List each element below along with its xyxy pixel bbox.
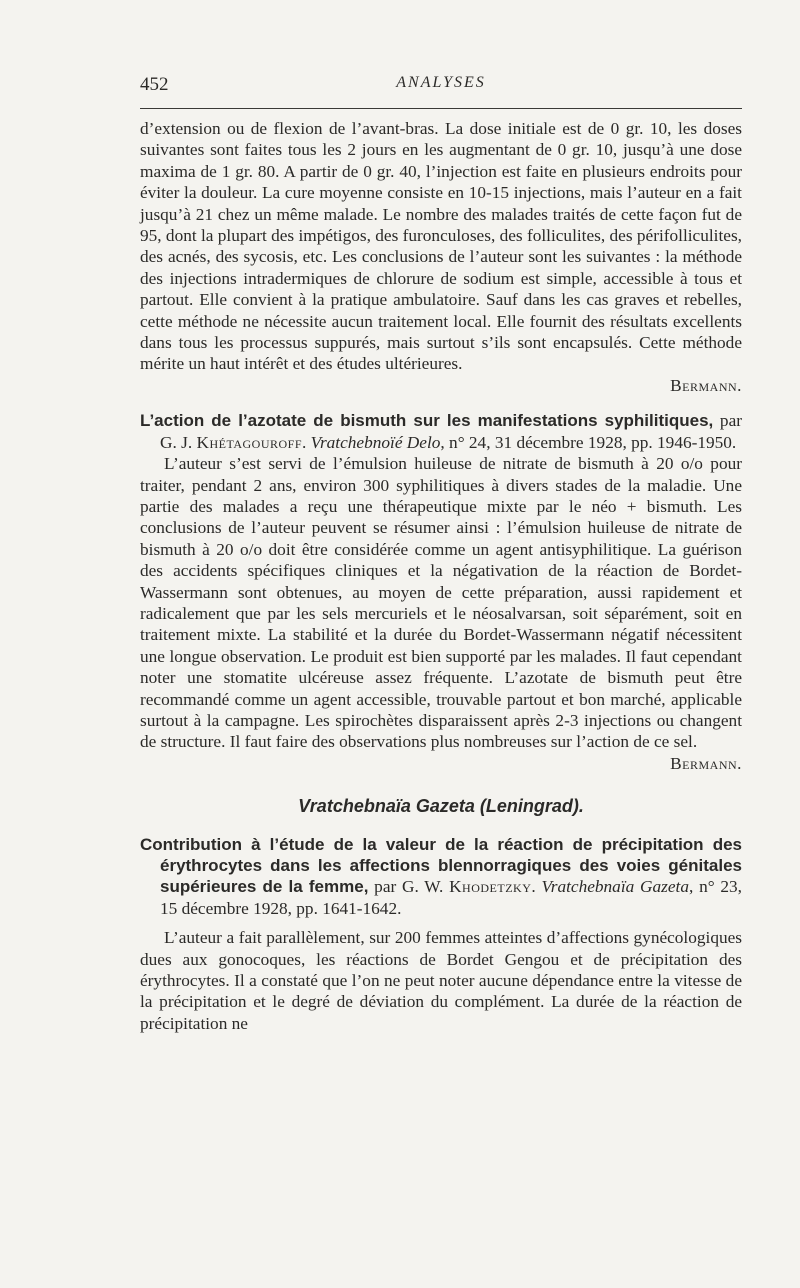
article-title: L’action de l’azotate de bismuth sur les manifestations syphilitiques, xyxy=(140,411,714,431)
article-author: Khétagouroff xyxy=(196,432,303,452)
article-heading: L’action de l’azotate de bismuth sur les manifestations syphilitiques, par G. J. Khétagouroff. Vratchebnoïé Delo, n° 24, 31 décembre 1928, pp. 1946-1950. xyxy=(140,411,742,452)
article-paragraph: L’auteur a fait parallèlement, sur 200 femmes atteintes d’affections gynécologiques dues aux gonocoques, les réactions de Bordet Gengou et de précipitation des érythrocytes. Il a constaté que l’on ne peut noter aucune dépendance entre la vitesse de la précipitation et le degré de déviation du complément. La durée de la réaction de précipitation ne xyxy=(140,928,742,1033)
journal-heading: Vratchebnaïa Gazeta (Leningrad). xyxy=(298,796,584,817)
article-heading: Contribution à l’étude de la valeur de la réaction de précipitation des érythrocytes dans les affections blennorragiques des voies génitales supérieures de la femme, par G. W. Khodetzky. Vratchebnaïa Gazeta, n° 23, 15 décembre 1928, pp. 1641-1642. xyxy=(140,834,742,918)
signature-name: Bermann. xyxy=(670,375,742,395)
article-journal: Vratchebnaïa Gazeta xyxy=(541,877,689,897)
article-paragraph: L’auteur s’est servi de l’émulsion huileuse de nitrate de bismuth à 20 o/o pour traiter, pendant 2 ans, environ 300 syphilitiques à divers stades de la maladie. Une partie des malades a reçu une thérapeutique mixte par le néo + bismuth. Les conclusions de l’auteur peuvent se résumer ainsi : l’émulsion huileuse de nitrate de bismuth à 20 o/o doit être considérée comme un agent antisyphilitique. La guérison des accidents spécifiques cliniques et la négativation de la réaction de Bordet-Wassermann sont obtenues, au moyen de cette préparation, aussi rapidement et radicalement que par les sels mercuriels et le néosalvarsan, soit séparément, soit en traitement mixte. La stabilité et la durée du Bordet-Wassermann négatif nécessitent une longue observation. Le produit est bien supporté par les malades. Il faut cependant noter une stomatite ulcéreuse assez fréquente. L’azotate de bismuth peut être recommandé comme un agent accessible, trouvable partout et bon marché, applicable surtout à la campagne. Les spirochètes disparaissent après 2-3 injections ou changent de structure. Il faut faire des observations plus nombreuses sur l’action de ce sel. xyxy=(140,454,742,752)
signature xyxy=(140,375,742,396)
signature xyxy=(140,753,742,774)
page-header xyxy=(140,74,742,98)
article-citation: , n° 23, 15 décembre 1928, pp. 1641-1642. xyxy=(160,877,742,918)
article-journal: Vratchebnoïé Delo xyxy=(310,432,441,452)
article-title: Contribution à l’étude de la valeur de la réaction de précipitation des érythrocytes dans les affections blennorragiques des voies génitales supérieures de la femme, xyxy=(140,834,742,897)
page-number: 452 xyxy=(140,74,169,95)
continued-paragraph: d’extension ou de flexion de l’avant-bras. La dose initiale est de 0 gr. 10, les doses suivantes sont faites tous les 2 jours en les augmentant de 0 gr. 10, jusqu’à une dose maxima de 1 gr. 80. A partir de 0 gr. 40, l’injection est faite en plusieurs endroits pour éviter la douleur. La cure moyenne consiste en 10-15 injections, mais l’auteur en a fait jusqu’à 21 chez un même malade. Le nombre des malades traités de cette façon fut de 95, dont la plupart des impétigos, des furonculoses, des folliculites, des périfolliculites, des acnés, des sycosis, etc. Les conclusions de l’auteur sont les suivantes : la méthode des injections intradermiques de chlorure de sodium est simple, accessible à tous et partout. Elle convient à la pratique ambulatoire. Sauf dans les cas graves et rebelles, cette méthode ne nécessite aucun traitement local. Elle fournit des résultats excellents dans tous les processus suppurés, mais surtout s’ils sont encapsulés. Cette méthode mérite un haut intérêt et des études ultérieures. xyxy=(140,119,742,374)
article-author: Khodetzky xyxy=(449,877,532,897)
signature-name: Bermann. xyxy=(670,753,742,773)
page-body xyxy=(140,118,742,1034)
running-head: ANALYSES xyxy=(396,74,486,91)
header-rule xyxy=(140,108,742,109)
article-citation: , n° 24, 31 décembre 1928, pp. 1946-1950. xyxy=(440,432,737,452)
